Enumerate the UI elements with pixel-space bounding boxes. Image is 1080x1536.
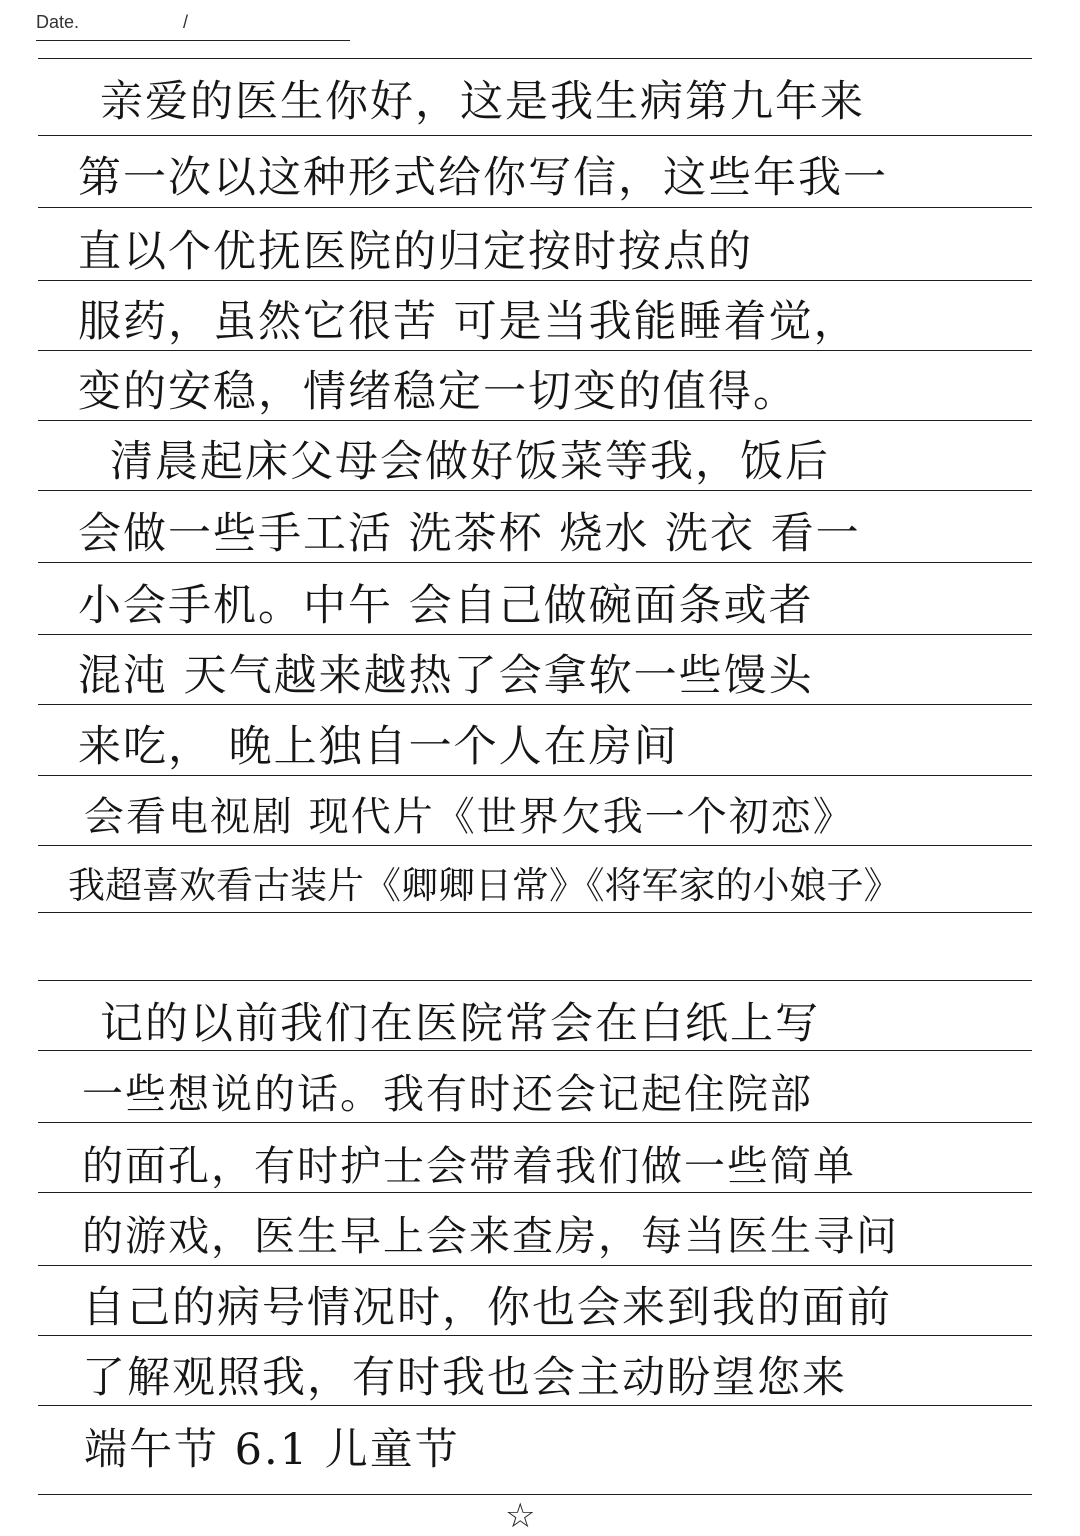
ruled-line	[38, 775, 1032, 776]
letter-line-11: 会看电视剧 现代片《世界欠我一个初恋》	[84, 794, 855, 840]
ruled-line	[38, 280, 1032, 281]
ruled-line	[38, 845, 1032, 846]
ruled-line	[38, 58, 1032, 59]
letter-line-3: 直以个优抚医院的归定按时按点的	[78, 227, 753, 277]
letter-line-9: 混沌 天气越来越热了会拿软一些馒头	[78, 651, 814, 701]
date-label: Date.	[36, 12, 80, 32]
ruled-line	[38, 135, 1032, 136]
letter-line-8: 小会手机。中午 会自己做碗面条或者	[78, 581, 814, 631]
letter-line-2: 第一次以这种形式给你写信，这些年我一	[78, 153, 888, 203]
letter-line-5: 变的安稳，情绪稳定一切变的值得。	[78, 367, 798, 417]
ruled-line	[38, 350, 1032, 351]
ruled-line	[38, 1265, 1032, 1266]
ruled-line	[38, 420, 1032, 421]
date-underline	[36, 40, 350, 41]
letter-line-6: 清晨起床父母会做好饭菜等我，饭后	[110, 437, 830, 487]
letter-line-18: 自己的病号情况时，你也会来到我的面前	[82, 1283, 892, 1333]
letter-line-14: 记的以前我们在医院常会在白纸上写	[100, 999, 820, 1049]
letter-line-15: 一些想说的话。我有时还会记起住院部	[82, 1070, 813, 1118]
ruled-line	[38, 562, 1032, 563]
ruled-line	[38, 490, 1032, 491]
ruled-line	[38, 980, 1032, 981]
ruled-line	[38, 704, 1032, 705]
date-slash: /	[183, 12, 189, 32]
ruled-line	[38, 1494, 1032, 1495]
letter-line-19: 了解观照我，有时我也会主动盼望您来	[82, 1353, 847, 1403]
bottom-star-mark: ☆	[505, 1496, 536, 1536]
letter-line-17: 的游戏，医生早上会来查房，每当医生寻问	[82, 1212, 899, 1260]
letter-line-12: 我超喜欢看古装片《卿卿日常》《将军家的小娘子》	[68, 864, 901, 907]
ruled-line	[38, 634, 1032, 635]
letter-line-7: 会做一些手工活 洗茶杯 烧水 洗衣 看一	[78, 509, 861, 559]
letter-line-10: 来吃， 晚上独自一个人在房间	[78, 722, 679, 772]
ruled-line	[38, 1122, 1032, 1123]
letter-line-20: 端午节 6.1 儿童节	[84, 1425, 460, 1475]
ruled-line	[38, 207, 1032, 208]
letter-line-4: 服药，虽然它很苦 可是当我能睡着觉，	[78, 297, 859, 347]
letter-line-1: 亲爱的医生你好，这是我生病第九年来	[100, 77, 865, 127]
letter-line-16: 的面孔，有时护士会带着我们做一些简单	[82, 1142, 856, 1190]
